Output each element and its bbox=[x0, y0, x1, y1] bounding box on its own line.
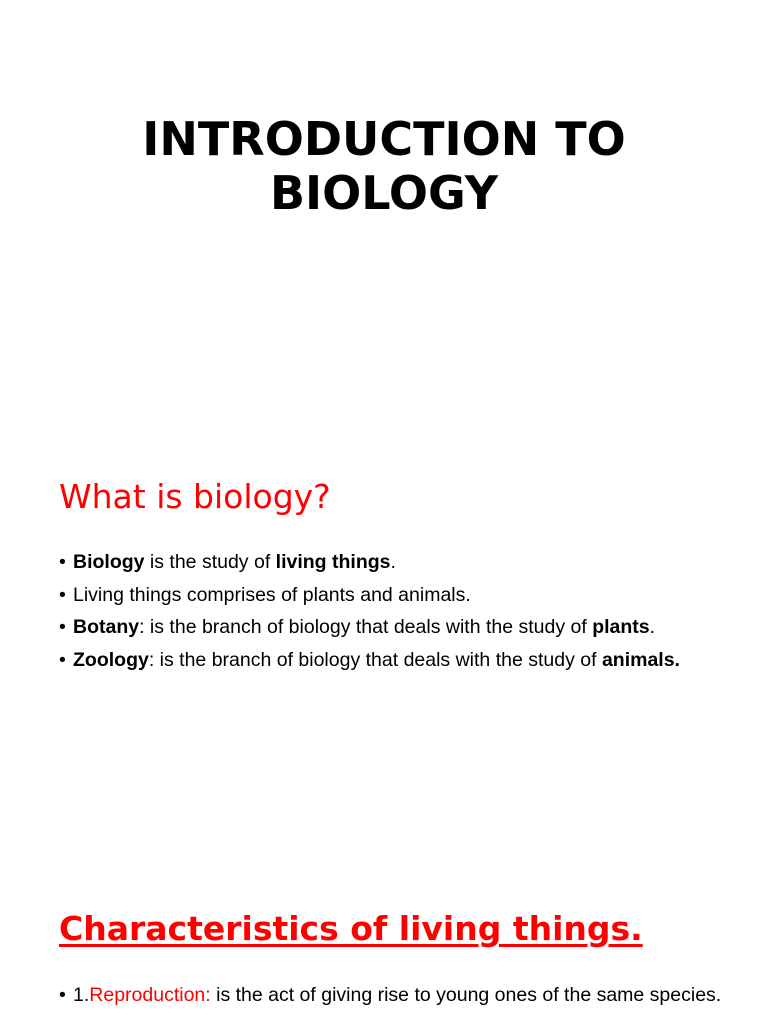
text-segment: : is the branch of biology that deals with the study of bbox=[148, 648, 602, 671]
bullet-list bbox=[59, 984, 749, 1017]
bullet-item bbox=[59, 649, 749, 671]
bullet-item bbox=[59, 984, 749, 1006]
term: plants bbox=[592, 616, 650, 639]
term: animals. bbox=[601, 648, 680, 671]
slide-title bbox=[0, 112, 768, 220]
bullet-text bbox=[73, 584, 471, 606]
term: living things bbox=[275, 551, 391, 573]
bullet-dot-icon: • bbox=[59, 648, 66, 671]
text-segment: is the act of giving rise to young ones of the same species. bbox=[210, 984, 722, 1006]
bullet-dot-icon: • bbox=[59, 984, 66, 1006]
text-segment: . bbox=[390, 551, 396, 573]
what-is-biology-slide bbox=[0, 420, 768, 890]
term: Botany bbox=[73, 616, 140, 639]
bullet-dot-icon: • bbox=[59, 616, 66, 639]
term: Zoology bbox=[73, 648, 149, 671]
bullet-list bbox=[59, 551, 749, 681]
title-line-2: BIOLOGY bbox=[269, 166, 499, 220]
bullet-item bbox=[59, 616, 749, 638]
text-segment: is the study of bbox=[144, 551, 276, 573]
text-segment: Living things comprises of plants and animals. bbox=[73, 583, 471, 606]
bullet-item bbox=[59, 551, 749, 573]
bullet-text bbox=[73, 616, 655, 638]
title-line-1: INTRODUCTION TO bbox=[142, 112, 626, 166]
item-number: 1. bbox=[73, 984, 90, 1006]
bullet-text bbox=[73, 551, 396, 573]
text-segment: . bbox=[649, 616, 656, 639]
bullet-dot-icon: • bbox=[59, 551, 66, 573]
bullet-text bbox=[73, 649, 680, 671]
bullet-text bbox=[73, 984, 721, 1006]
characteristics-slide bbox=[0, 890, 768, 1024]
slide-heading: Characteristics of living things. bbox=[59, 909, 643, 948]
text-segment: : is the branch of biology that deals with the study of bbox=[139, 616, 593, 639]
bullet-dot-icon: • bbox=[59, 583, 66, 606]
term: Biology bbox=[73, 551, 145, 573]
bullet-item bbox=[59, 584, 749, 606]
slide-heading: What is biology? bbox=[59, 477, 331, 516]
term: Reproduction: bbox=[89, 984, 211, 1006]
title-slide bbox=[0, 0, 768, 420]
